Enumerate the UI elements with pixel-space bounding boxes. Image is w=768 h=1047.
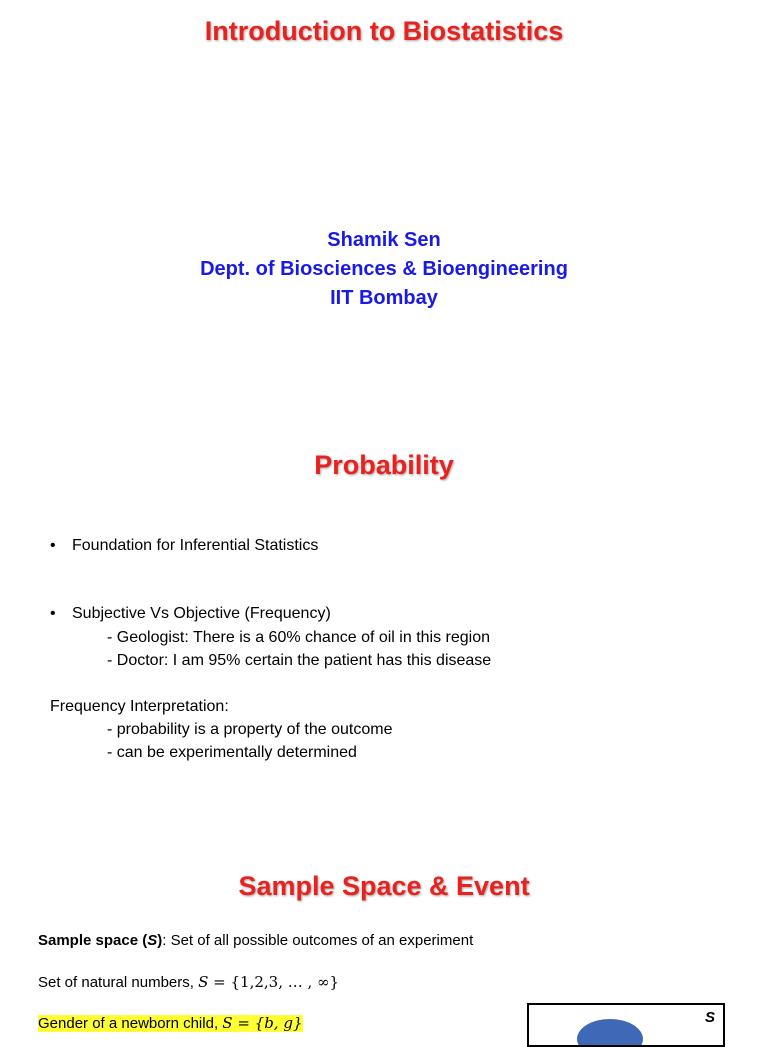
gender-text: Gender of a newborn child, <box>38 1015 223 1032</box>
example-geologist: - Geologist: There is a 60% chance of oil in this region <box>107 629 491 646</box>
sample-space-definition <box>38 931 473 951</box>
slide2-title: Probability <box>314 450 454 480</box>
frequency-heading: Frequency Interpretation: <box>50 698 229 715</box>
sample-space-def-text: : Set of all possible outcomes of an experiment <box>162 932 474 949</box>
author-department: Dept. of Biosciences & Bioengineering <box>200 258 568 280</box>
author-name: Shamik Sen <box>327 229 441 251</box>
venn-event-circle <box>577 1019 643 1047</box>
author-block <box>0 226 768 313</box>
slide3-title: Sample Space & Event <box>238 871 530 901</box>
sample-space-symbol: S <box>147 932 158 949</box>
venn-sample-space-label: S <box>704 1009 715 1026</box>
sample-space-label-end: ) <box>157 932 163 949</box>
bullet-text: Subjective Vs Objective (Frequency) <box>72 605 331 622</box>
frequency-point: - can be experimentally determined <box>107 744 357 761</box>
venn-diagram <box>527 1003 725 1047</box>
slide1-title: Introduction to Biostatistics <box>204 16 564 46</box>
natural-numbers-text: Set of natural numbers, <box>38 974 199 991</box>
sample-space-label: Sample space ( <box>38 932 148 949</box>
natural-numbers-var: S <box>198 973 209 991</box>
bullet-dot-icon: • <box>50 537 56 554</box>
gender-set: S = {b, g} <box>222 1014 303 1032</box>
natural-numbers-set: = {1,2,3, … , ∞} <box>208 973 340 991</box>
bullet-item <box>50 535 331 557</box>
probability-bullets <box>50 535 331 622</box>
bullet-text: Foundation for Inferential Statistics <box>72 537 319 554</box>
example-doctor: - Doctor: I am 95% certain the patient has this disease <box>107 652 492 669</box>
natural-numbers-line <box>38 972 339 993</box>
author-institute: IIT Bombay <box>330 287 438 309</box>
frequency-point: - probability is a property of the outcome <box>107 721 393 738</box>
bullet-item <box>50 603 331 625</box>
bullet-dot-icon: • <box>50 605 56 622</box>
